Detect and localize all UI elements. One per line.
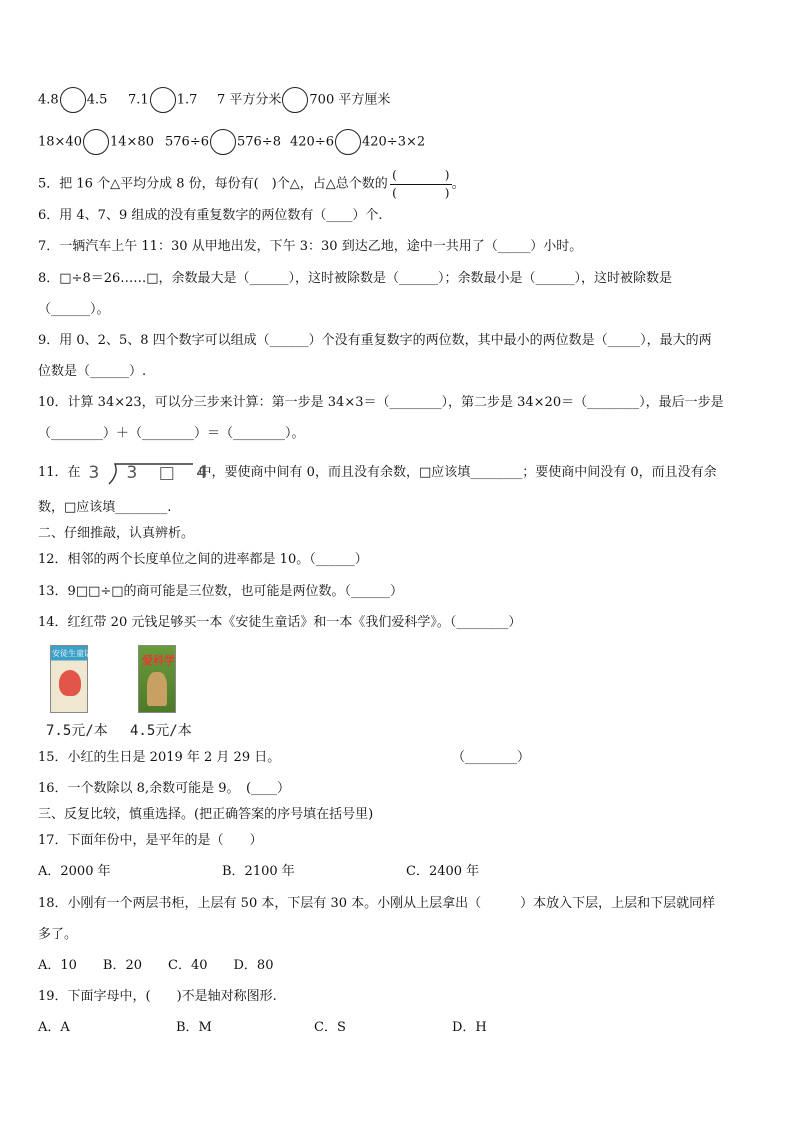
book1-title: 安徒生童话 <box>52 649 92 658</box>
question-12: 12．相邻的两个长度单位之间的进率都是 10。（______） <box>38 552 368 567</box>
book2-price: 4.5元/本 <box>130 723 192 739</box>
compare-right: 700 平方厘米 <box>309 92 391 108</box>
compare-row-1b <box>128 87 197 113</box>
book2-title: 爱科学 <box>142 654 175 667</box>
compare-row-1c <box>217 87 390 113</box>
divisor: 3 <box>88 463 100 483</box>
q19-option-d[interactable]: D．H <box>452 1020 487 1035</box>
question-9-line1: 9．用 0、2、5、8 四个数字可以组成（______）个没有重复数字的两位数，其中最小的两位数是（_____），最大的两 <box>38 333 712 348</box>
question-18-line1: 18．小刚有一个两层书柜，上层有 50 本，下层有 30 本。小刚从上层拿出（ ）本放入下层，上层和下层就同样 <box>38 896 716 911</box>
q17-option-b[interactable]: B．2100 年 <box>222 864 295 879</box>
q17-option-c[interactable]: C．2400 年 <box>406 864 480 879</box>
q18-options[interactable]: A．10 B．20 C．40 D．80 <box>38 958 274 973</box>
section-3-heading: 三、反复比较，慎重选择。(把正确答案的序号填在括号里) <box>38 807 374 822</box>
q17-option-a[interactable]: A．2000 年 <box>38 864 111 879</box>
question-8-line1: 8．□÷8＝26……□，余数最大是（______），这时被除数是（______）；余数最小是（______），这时被除数是 <box>38 271 673 286</box>
q5-denominator[interactable]: ( ) <box>392 186 450 200</box>
question-11-line2: 数，□应该填________. <box>38 500 172 515</box>
q15-answer[interactable]: （________） <box>452 750 531 765</box>
section-2-heading: 二、仔细推敲，认真辨析。 <box>38 526 195 541</box>
q11-post: 中，要使商中间有 0，而且没有余数，□应该填________；要使商中间没有 0，而且没有余 <box>198 465 717 480</box>
compare-left: 576÷6 <box>165 134 209 150</box>
q5-numerator[interactable]: ( ) <box>392 168 450 182</box>
question-6: 6．用 4、7、9 组成的没有重复数字的两位数有（____）个. <box>38 208 383 223</box>
compare-right: 1.7 <box>176 92 198 108</box>
compare-row-1 <box>38 87 107 113</box>
book-andersen-image <box>50 645 92 713</box>
q19-option-a[interactable]: A．A <box>38 1020 70 1035</box>
q5-fraction <box>390 168 452 201</box>
q5-tail: 。 <box>451 176 465 192</box>
compare-row-2c <box>290 129 425 155</box>
answer-circle[interactable] <box>210 129 236 155</box>
question-13: 13．9□□÷□的商可能是三位数，也可能是两位数。（______） <box>38 584 404 599</box>
compare-right: 4.5 <box>86 92 108 108</box>
long-division <box>85 462 216 484</box>
compare-row-2 <box>38 129 154 155</box>
answer-circle[interactable] <box>83 129 109 155</box>
dividend: 3 □ 4 <box>126 463 216 483</box>
answer-circle[interactable] <box>335 129 361 155</box>
question-10-line2: （________）＋（________）＝（________）。 <box>38 426 305 441</box>
question-7: 7．一辆汽车上午 11：30 从甲地出发，下午 3：30 到达乙地，途中一共用了（_____）小时。 <box>38 239 583 254</box>
compare-left: 7.1 <box>128 92 149 108</box>
answer-circle[interactable] <box>282 87 308 113</box>
compare-left: 420÷6 <box>290 134 334 150</box>
question-19: 19．下面字母中，( )不是轴对称图形. <box>38 989 277 1004</box>
book-science-image <box>138 645 176 713</box>
compare-row-2b <box>165 129 281 155</box>
question-16: 16．一个数除以 8,余数可能是 9。 (____） <box>38 781 291 796</box>
question-18-line2: 多了。 <box>38 927 78 942</box>
compare-left: 4.8 <box>38 92 59 108</box>
question-15: 15．小红的生日是 2019 年 2 月 29 日。 <box>38 750 281 765</box>
compare-right: 576÷8 <box>236 134 281 150</box>
question-10-line1: 10．计算 34×23，可以分三步来计算：第一步是 34×3＝（________），第二步是 34×20＝（________），最后一步是 <box>38 395 724 410</box>
book1-price: 7.5元/本 <box>46 723 108 739</box>
answer-circle[interactable] <box>150 87 176 113</box>
q11-pre: 11．在 <box>38 465 81 480</box>
compare-right: 420÷3×2 <box>361 134 426 150</box>
question-5 <box>38 168 465 201</box>
q5-text: 5．把 16 个△平均分成 8 份，每份有( )个△，占△总个数的 <box>38 176 388 192</box>
question-11-line1 <box>38 462 717 484</box>
compare-left: 18×40 <box>38 134 82 150</box>
q19-option-c[interactable]: C．S <box>314 1020 346 1035</box>
compare-left: 7 平方分米 <box>217 92 282 108</box>
question-17: 17．下面年份中，是平年的是（ ） <box>38 833 263 848</box>
question-8-line2: （______）。 <box>38 302 110 317</box>
question-14: 14．红红带 20 元钱足够买一本《安徒生童话》和一本《我们爱科学》。（________） <box>38 615 522 630</box>
answer-circle[interactable] <box>60 87 86 113</box>
q19-option-b[interactable]: B．M <box>176 1020 212 1035</box>
compare-right: 14×80 <box>109 134 154 150</box>
question-9-line2: 位数是（______）. <box>38 364 147 379</box>
